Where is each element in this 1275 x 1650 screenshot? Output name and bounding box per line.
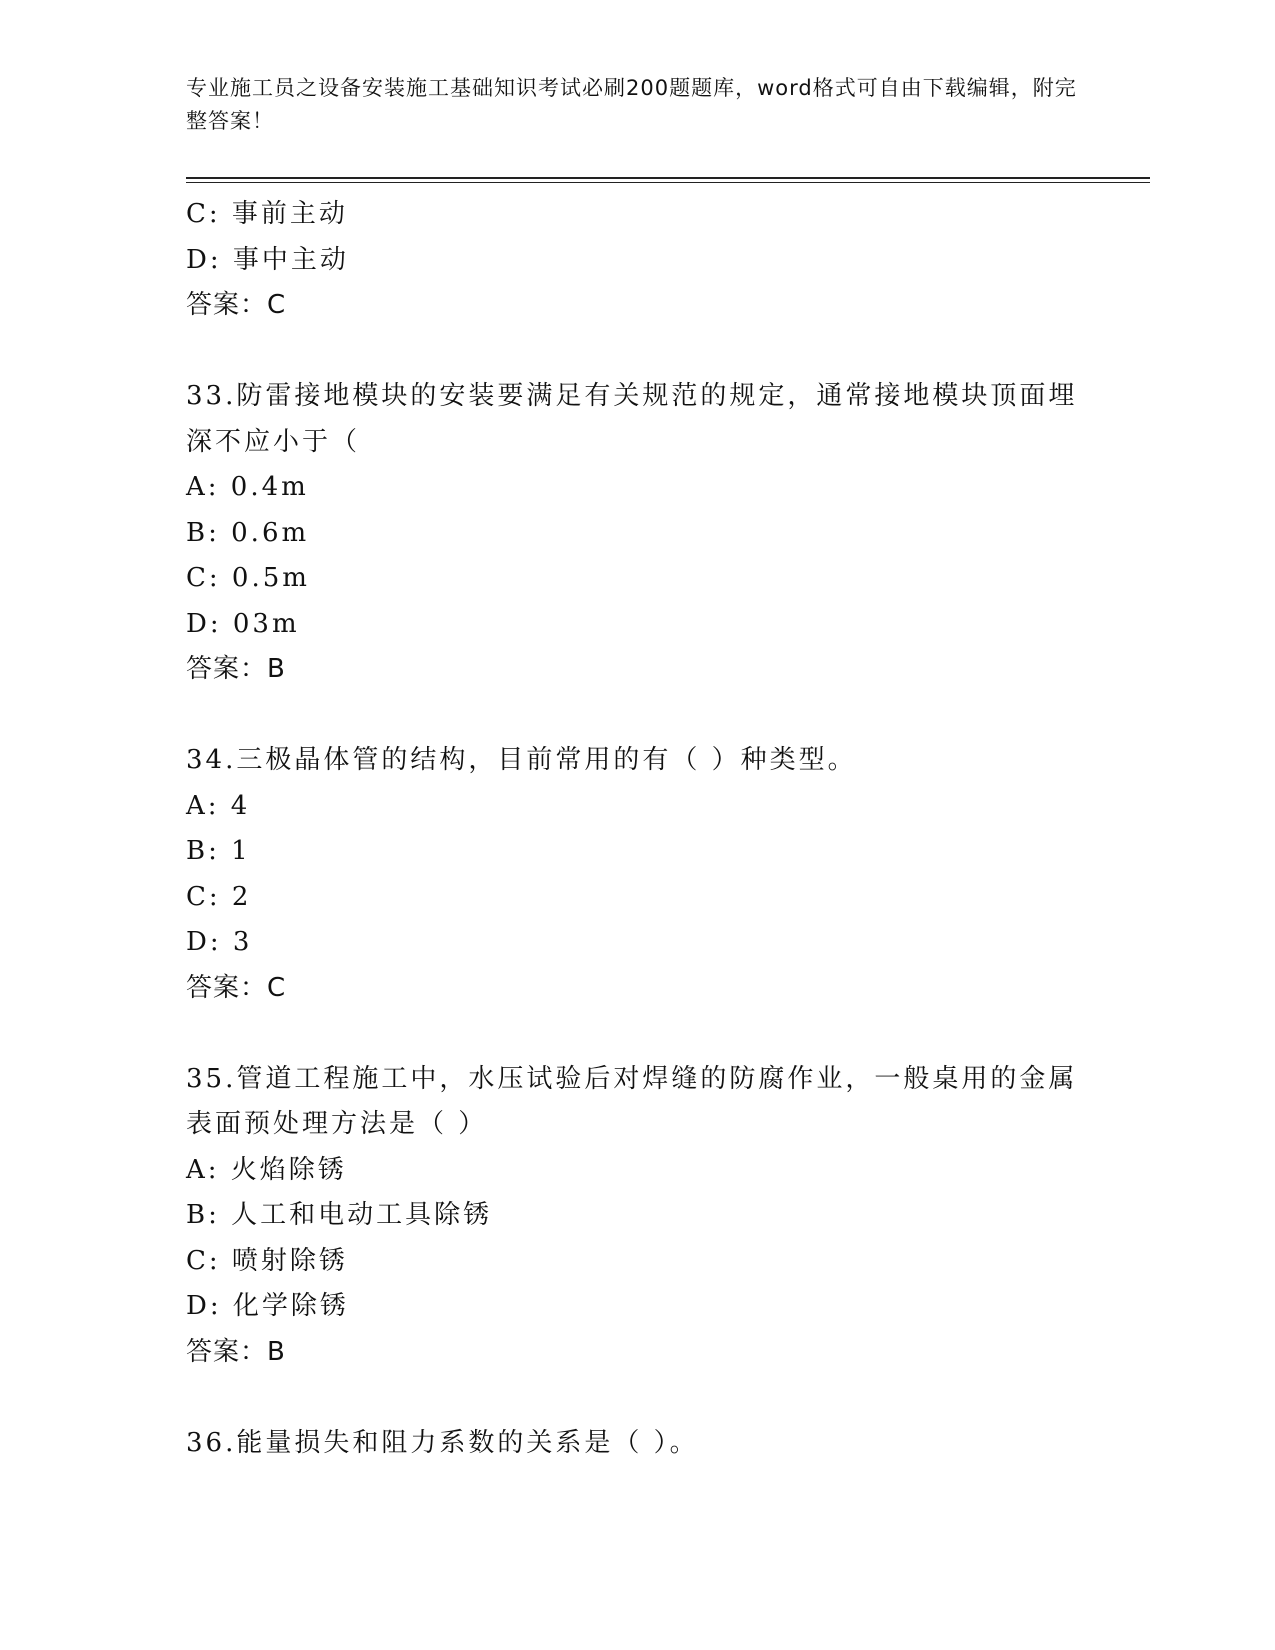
option-d: D: 3 bbox=[186, 927, 253, 957]
option-a: A: 0.4m bbox=[186, 472, 309, 502]
answer-line: 答案：C bbox=[186, 290, 287, 320]
option-a: A: 4 bbox=[186, 790, 251, 821]
option-b: B: 人工和电动工具除锈 bbox=[186, 1200, 493, 1230]
option-d: D: 事中主动 bbox=[186, 244, 349, 275]
question-stem: 35.管道工程施工中，水压试验后对焊缝的防腐作业，一般桌用的金属 bbox=[186, 1063, 1078, 1094]
spacer bbox=[186, 693, 1086, 739]
spacer bbox=[186, 1375, 1086, 1421]
option-d: D: 化学除锈 bbox=[186, 1291, 349, 1321]
question-list bbox=[186, 192, 1086, 1466]
option-c: C: 2 bbox=[186, 881, 252, 912]
answer-line: 答案：B bbox=[186, 1336, 286, 1367]
option-c: C: 喷射除锈 bbox=[186, 1245, 348, 1276]
spacer bbox=[186, 329, 1086, 375]
document-header: 专业施工员之设备安装施工基础知识考试必刷200题题库，word格式可自由下载编辑，附完整答案！ bbox=[186, 76, 1077, 133]
answer-line: 答案：B bbox=[186, 654, 286, 684]
question-stem: 34.三极晶体管的结构，目前常用的有（ ）种类型。 bbox=[186, 745, 857, 775]
option-c: C: 事前主动 bbox=[186, 199, 348, 229]
question-stem: 36.能量损失和阻力系数的关系是（ ）。 bbox=[186, 1427, 699, 1458]
header-divider-thick bbox=[186, 177, 1150, 179]
option-d: D: 03m bbox=[186, 608, 300, 639]
option-b: B: 0.6m bbox=[186, 517, 310, 548]
question-stem-continued: 表面预处理方法是（ ） bbox=[186, 1109, 488, 1139]
question-stem-continued: 深不应小于（ bbox=[186, 426, 361, 457]
answer-line: 答案：C bbox=[186, 972, 287, 1003]
option-b: B: 1 bbox=[186, 836, 251, 866]
header-divider-thin bbox=[186, 182, 1150, 183]
option-c: C: 0.5m bbox=[186, 563, 310, 593]
option-a: A: 火焰除锈 bbox=[186, 1154, 347, 1185]
spacer bbox=[186, 1011, 1086, 1057]
question-stem: 33.防雷接地模块的安装要满足有关规范的规定，通常接地模块顶面埋 bbox=[186, 381, 1078, 411]
